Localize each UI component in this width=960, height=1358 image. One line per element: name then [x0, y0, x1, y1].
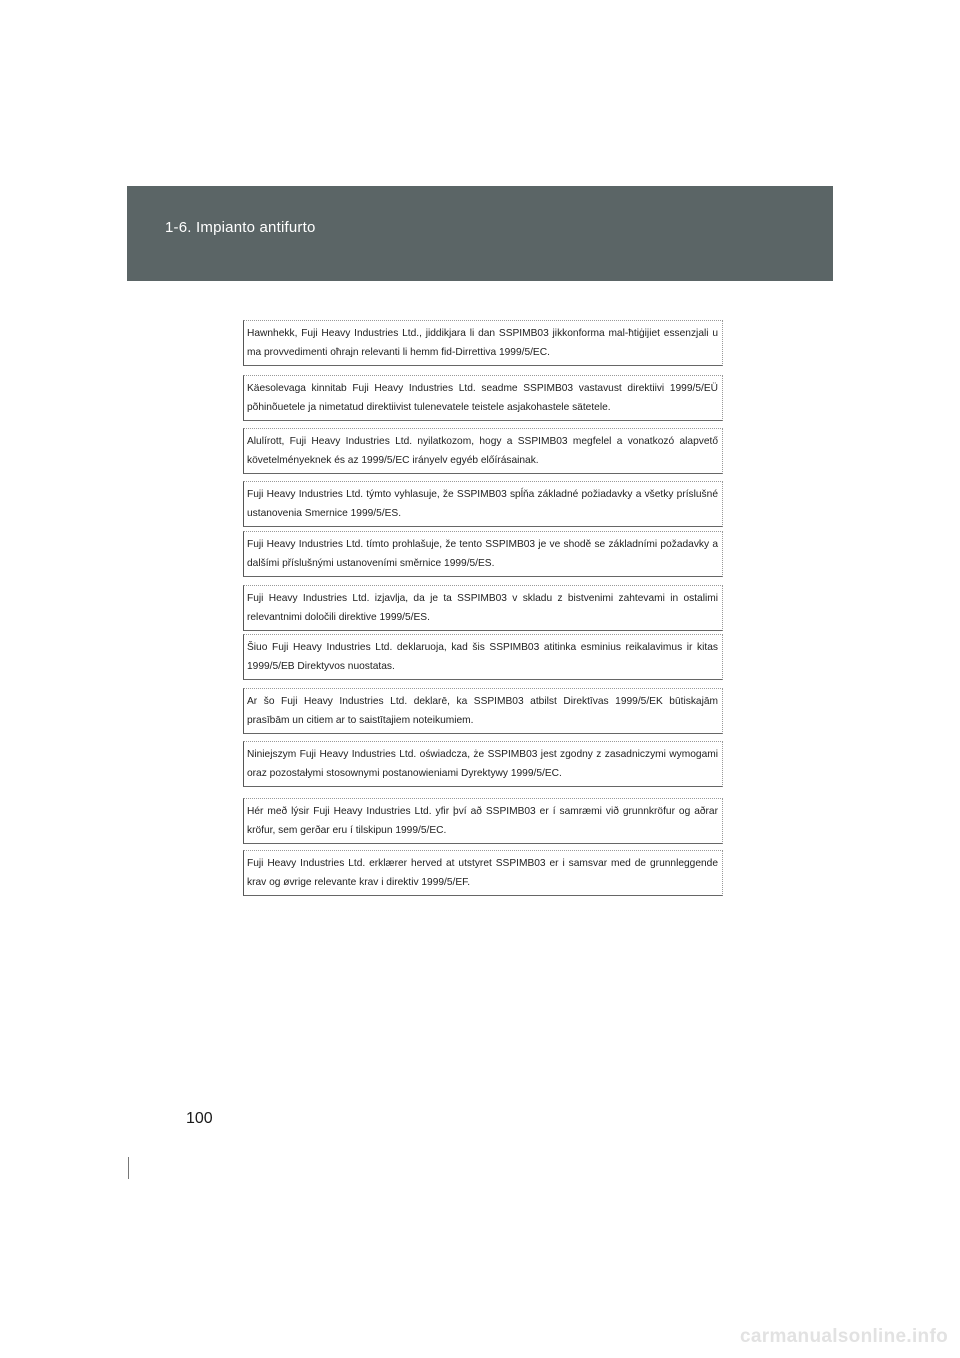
section-title: 1-6. Impianto antifurto [165, 219, 316, 236]
notice-norwegian: Fuji Heavy Industries Ltd. erklærer herved at utstyret SSPIMB03 er i samsvar med de grunnleggende krav og øvrige relevante krav i direktiv 1999/5/EF. [243, 850, 723, 896]
notice-hungarian: Alulírott, Fuji Heavy Industries Ltd. nyilatkozom, hogy a SSPIMB03 megfelel a vonatkozó alapvető követelményeknek és az 1999/5/EC irányelv egyéb előírásainak. [243, 428, 723, 474]
notice-slovak: Fuji Heavy Industries Ltd. týmto vyhlasuje, že SSPIMB03 spĺňa základné požiadavky a všetky príslušné ustanovenia Smernice 1999/5/ES. [243, 481, 723, 527]
notice-maltese: Hawnhekk, Fuji Heavy Industries Ltd., jiddikjara li dan SSPIMB03 jikkonforma mal-ħtiġijiet essenzjali u ma provvedimenti oħrajn relevanti li hemm fid-Dirrettiva 1999/5/EC. [243, 320, 723, 366]
notice-slovenian: Fuji Heavy Industries Ltd. izjavlja, da je ta SSPIMB03 v skladu z bistvenimi zahtevami in ostalimi relevantnimi določili direktive 1999/5/ES. [243, 585, 723, 631]
site-watermark: carmanualsonline.info [740, 1326, 948, 1347]
notice-icelandic: Hér með lýsir Fuji Heavy Industries Ltd. yfir því að SSPIMB03 er í samræmi við grunnkröfur og aðrar kröfur, sem gerðar eru í tilskipun 1999/5/EC. [243, 798, 723, 844]
section-header-band [127, 186, 833, 281]
page-number: 100 [186, 1110, 213, 1127]
notice-czech: Fuji Heavy Industries Ltd. tímto prohlašuje, že tento SSPIMB03 je ve shodě se základními požadavky a dalšími příslušnými ustanoveními směrnice 1999/5/ES. [243, 531, 723, 577]
notice-estonian: Käesolevaga kinnitab Fuji Heavy Industries Ltd. seadme SSPIMB03 vastavust direktiivi 1999/5/EÜ põhinõuetele ja nimetatud direktiivist tulenevatele teistele asjakohastele sätetele. [243, 375, 723, 421]
margin-mark [128, 1157, 129, 1179]
notice-lithuanian: Šiuo Fuji Heavy Industries Ltd. deklaruoja, kad šis SSPIMB03 atitinka esminius reikalavimus ir kitas 1999/5/EB Direktyvos nuostatas. [243, 634, 723, 680]
notice-latvian: Ar šo Fuji Heavy Industries Ltd. deklarē, ka SSPIMB03 atbilst Direktīvas 1999/5/EK būtiskajām prasībām un citiem ar to saistītajiem noteikumiem. [243, 688, 723, 734]
notice-polish: Niniejszym Fuji Heavy Industries Ltd. oświadcza, że SSPIMB03 jest zgodny z zasadniczymi wymogami oraz pozostałymi stosownymi postanowieniami Dyrektywy 1999/5/EC. [243, 741, 723, 787]
